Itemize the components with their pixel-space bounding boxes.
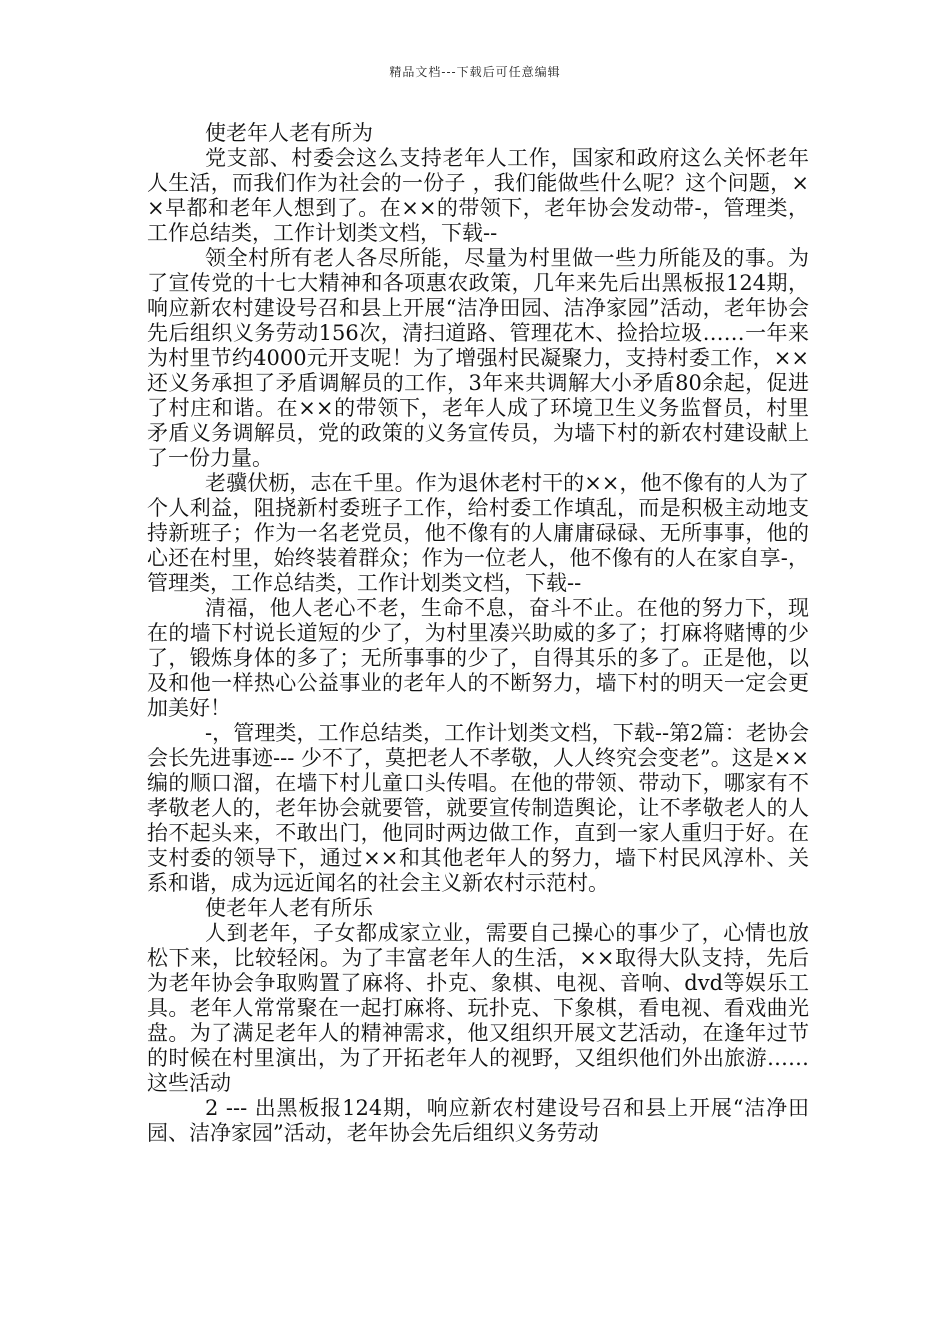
- page-header: 精品文档---下载后可任意编辑: [389, 65, 561, 79]
- paragraph: 党支部、村委会这么支持老年人工作，国家和政府这么关怀老年人生活，而我们作为社会的一份子 ，我们能做些什么呢？这个问题，××早都和老年人想到了。在××的带领下，老年协会发动带-，管理类，工作总结类，工作计划类文档，下载--: [147, 146, 809, 245]
- paragraph: 人到老年，子女都成家立业，需要自己操心的事少了，心情也放松下来，比较轻闲。为了丰富老年人的生活，××取得大队支持，先后为老年协会争取购置了麻将、扑克、象棋、电视、音响、dvd等娱乐工具。老年人常常聚在一起打麻将、玩扑克、下象棋，看电视、看戏曲光盘。为了满足老年人的精神需求，他又组织开展文艺活动，在逢年过节的时候在村里演出，为了开拓老年人的视野，又组织他们外出旅游……这些活动: [147, 921, 809, 1095]
- paragraph: 2 --- 出黑板报124期，响应新农村建设号召和县上开展“洁净田园、洁净家园”活动，老年协会先后组织义务劳动: [147, 1096, 809, 1145]
- document-body: [147, 121, 809, 1146]
- paragraph: 老骥伏枥，志在千里。作为退休老村干的××，他不像有的人为了个人利益，阻挠新村委班子工作，给村委工作填乱，而是积极主动地支持新班子；作为一名老党员，他不像有的人庸庸碌碌、无所事事，他的心还在村里，始终装着群众；作为一位老人，他不像有的人在家自享-，管理类，工作总结类，工作计划类文档，下载--: [147, 471, 809, 595]
- paragraph: 清福，他人老心不老，生命不息，奋斗不止。在他的努力下，现在的墙下村说长道短的少了，为村里凑兴助威的多了；打麻将赌博的少了，锻炼身体的多了；无所事事的少了，自得其乐的多了。正是他，以及和他一样热心公益事业的老年人的不断努力，墙下村的明天一定会更加美好！: [147, 596, 809, 720]
- section-heading: 使老年人老有所乐: [205, 896, 373, 920]
- paragraph: 领全村所有老人各尽所能，尽量为村里做一些力所能及的事。为了宣传党的十七大精神和各项惠农政策，几年来先后出黑板报124期，响应新农村建设号召和县上开展“洁净田园、洁净家园”活动，老年协会先后组织义务劳动156次，清扫道路、管理花木、捡拾垃圾……一年来为村里节约4000元开支呢！为了增强村民凝聚力，支持村委工作，××还义务承担了矛盾调解员的工作，3年来共调解大小矛盾80余起，促进了村庄和谐。在××的带领下，老年人成了环境卫生义务监督员，村里矛盾义务调解员，党的政策的义务宣传员，为墙下村的新农村建设献上了一份力量。: [147, 246, 809, 470]
- paragraph: -，管理类，工作总结类，工作计划类文档，下载--第2篇：老协会会长先进事迹--- 少不了，莫把老人不孝敬，人人终究会变老”。这是××编的顺口溜，在墙下村儿童口头传唱。在他的带领、带动下，哪家有不孝敬老人的，老年协会就要管，就要宣传制造舆论，让不孝敬老人的人抬不起头来，不敢出门，他同时两边做工作，直到一家人重归于好。在支村委的领导下，通过××和其他老年人的努力，墙下村民风淳朴、关系和谐，成为远近闻名的社会主义新农村示范村。: [147, 721, 809, 895]
- section-heading: 使老年人老有所为: [205, 121, 373, 145]
